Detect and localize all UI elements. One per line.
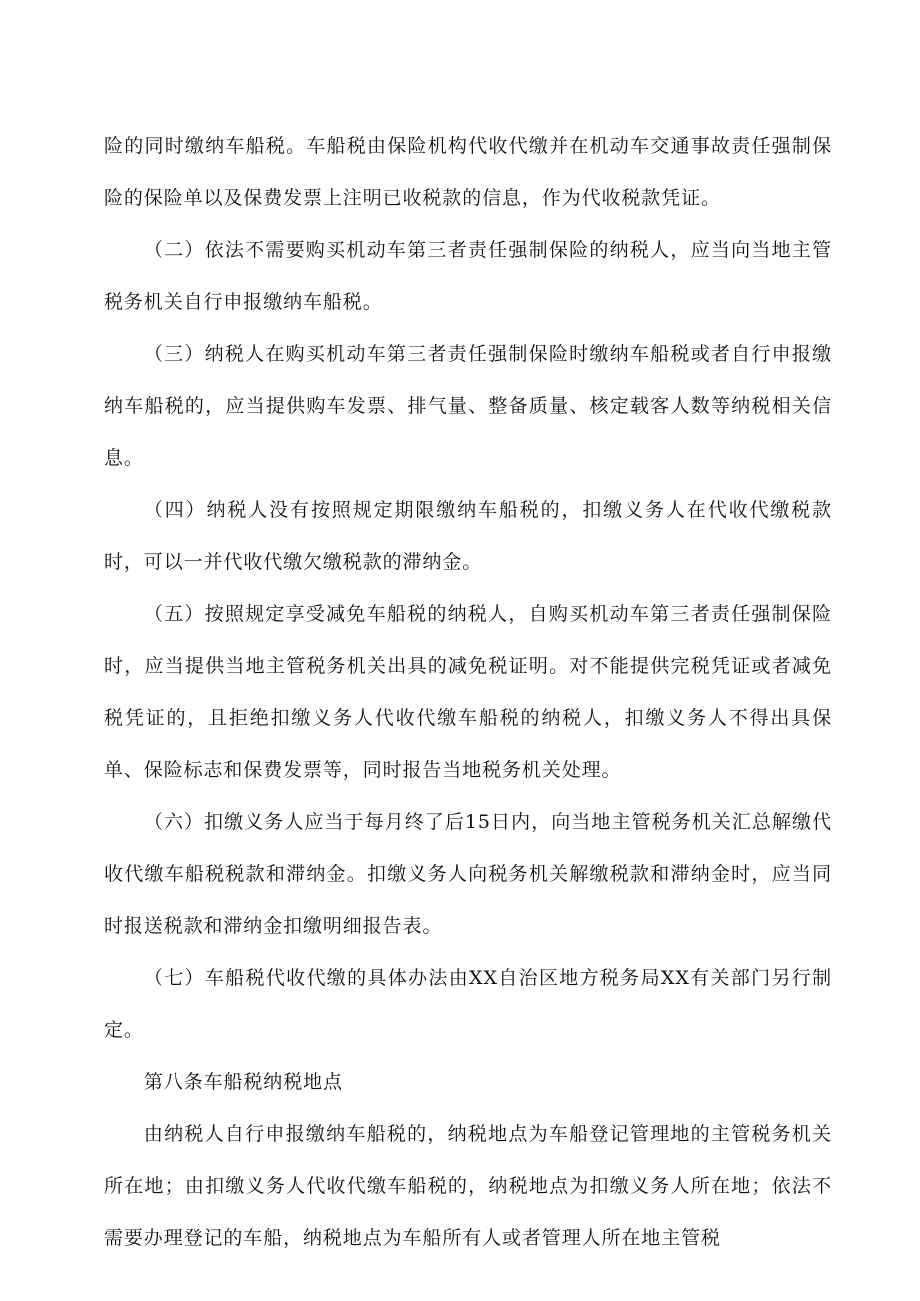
- paragraph-continuation: 险的同时缴纳车船税。车船税由保险机构代收代缴并在机动车交通事故责任强制保险的保险单以及保费发票上注明已收税款的信息，作为代收税款凭证。: [104, 135, 832, 209]
- paragraph-tax-location: 由纳税人自行申报缴纳车船税的，纳税地点为车船登记管理地的主管税务机关所在地；由扣缴义务人代收代缴车船税的，纳税地点为扣缴义务人所在地；依法不需要办理登记的车船，纳税地点为车船所有人或者管理人所在地主管税: [104, 1123, 832, 1249]
- paragraph-item-4: （四）纳税人没有按照规定期限缴纳车船税的，扣缴义务人在代收代缴税款时，可以一并代收代缴欠缴税款的滞纳金。: [104, 499, 832, 573]
- document-page: [104, 120, 832, 1264]
- paragraph-item-5: （五）按照规定享受减免车船税的纳税人，自购买机动车第三者责任强制保险时，应当提供当地主管税务机关出具的减免税证明。对不能提供完税凭证或者减免税凭证的，且拒绝扣缴义务人代收代缴车船税的纳税人，扣缴义务人不得出具保单、保险标志和保费发票等，同时报告当地税务机关处理。: [104, 603, 832, 781]
- paragraph-item-7: （七）车船税代收代缴的具体办法由XX自治区地方税务局XX有关部门另行制定。: [104, 967, 832, 1041]
- article-8-heading: 第八条车船税纳税地点: [143, 1071, 343, 1093]
- paragraph-item-3: （三）纳税人在购买机动车第三者责任强制保险时缴纳车船税或者自行申报缴纳车船税的，应当提供购车发票、排气量、整备质量、核定载客人数等纳税相关信息。: [104, 343, 832, 469]
- paragraph-item-6: （六）扣缴义务人应当于每月终了后15日内，向当地主管税务机关汇总解缴代收代缴车船税税款和滞纳金。扣缴义务人向税务机关解缴税款和滞纳金时，应当同时报送税款和滞纳金扣缴明细报告表。: [104, 811, 832, 937]
- paragraph-item-2: （二）依法不需要购买机动车第三者责任强制保险的纳税人，应当向当地主管税务机关自行申报缴纳车船税。: [104, 239, 832, 313]
